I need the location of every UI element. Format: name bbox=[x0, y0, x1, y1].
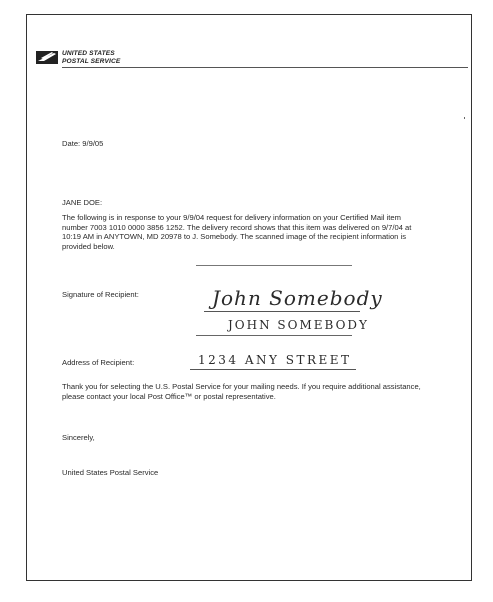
recipient-printed-name: JOHN SOMEBODY bbox=[228, 318, 369, 332]
eagle-logo-icon bbox=[36, 49, 58, 65]
header-rule bbox=[62, 67, 468, 68]
brand-name bbox=[62, 50, 120, 66]
recipient-address: 1234 ANY STREET bbox=[198, 353, 352, 367]
brand-line-1: UNITED STATES bbox=[62, 50, 115, 57]
letterhead bbox=[36, 47, 468, 73]
salutation: JANE DOE: bbox=[62, 198, 103, 207]
scan-speck bbox=[464, 117, 465, 119]
sincerely: Sincerely, bbox=[62, 433, 95, 442]
signature-line bbox=[204, 311, 360, 312]
address-line bbox=[190, 369, 356, 370]
printed-name-line bbox=[196, 335, 352, 336]
sign-off: United States Postal Service bbox=[62, 468, 159, 477]
recipient-signature: John Somebody bbox=[212, 286, 383, 310]
letter-date: Date: 9/9/05 bbox=[62, 139, 104, 148]
brand-line-2: POSTAL SERVICE bbox=[62, 58, 121, 65]
address-label: Address of Recipient: bbox=[62, 358, 135, 367]
closing-paragraph: Thank you for selecting the U.S. Postal Service for your mailing needs. If you require additional assistance, please contact your local Post Office™ or postal representative. bbox=[62, 382, 421, 401]
scan-top-rule bbox=[196, 265, 352, 266]
signature-label: Signature of Recipient: bbox=[62, 290, 139, 299]
body-paragraph: The following is in response to your 9/9/04 request for delivery information on your Certified Mail item number 7003 1010 0000 3856 1252. The delivery record shows that this item was delivered on 9/7/04 at 10:19 AM in ANYTOWN, MD 20978 to J. Somebody. The scanned image of the recipient information is provided below. bbox=[62, 213, 412, 251]
